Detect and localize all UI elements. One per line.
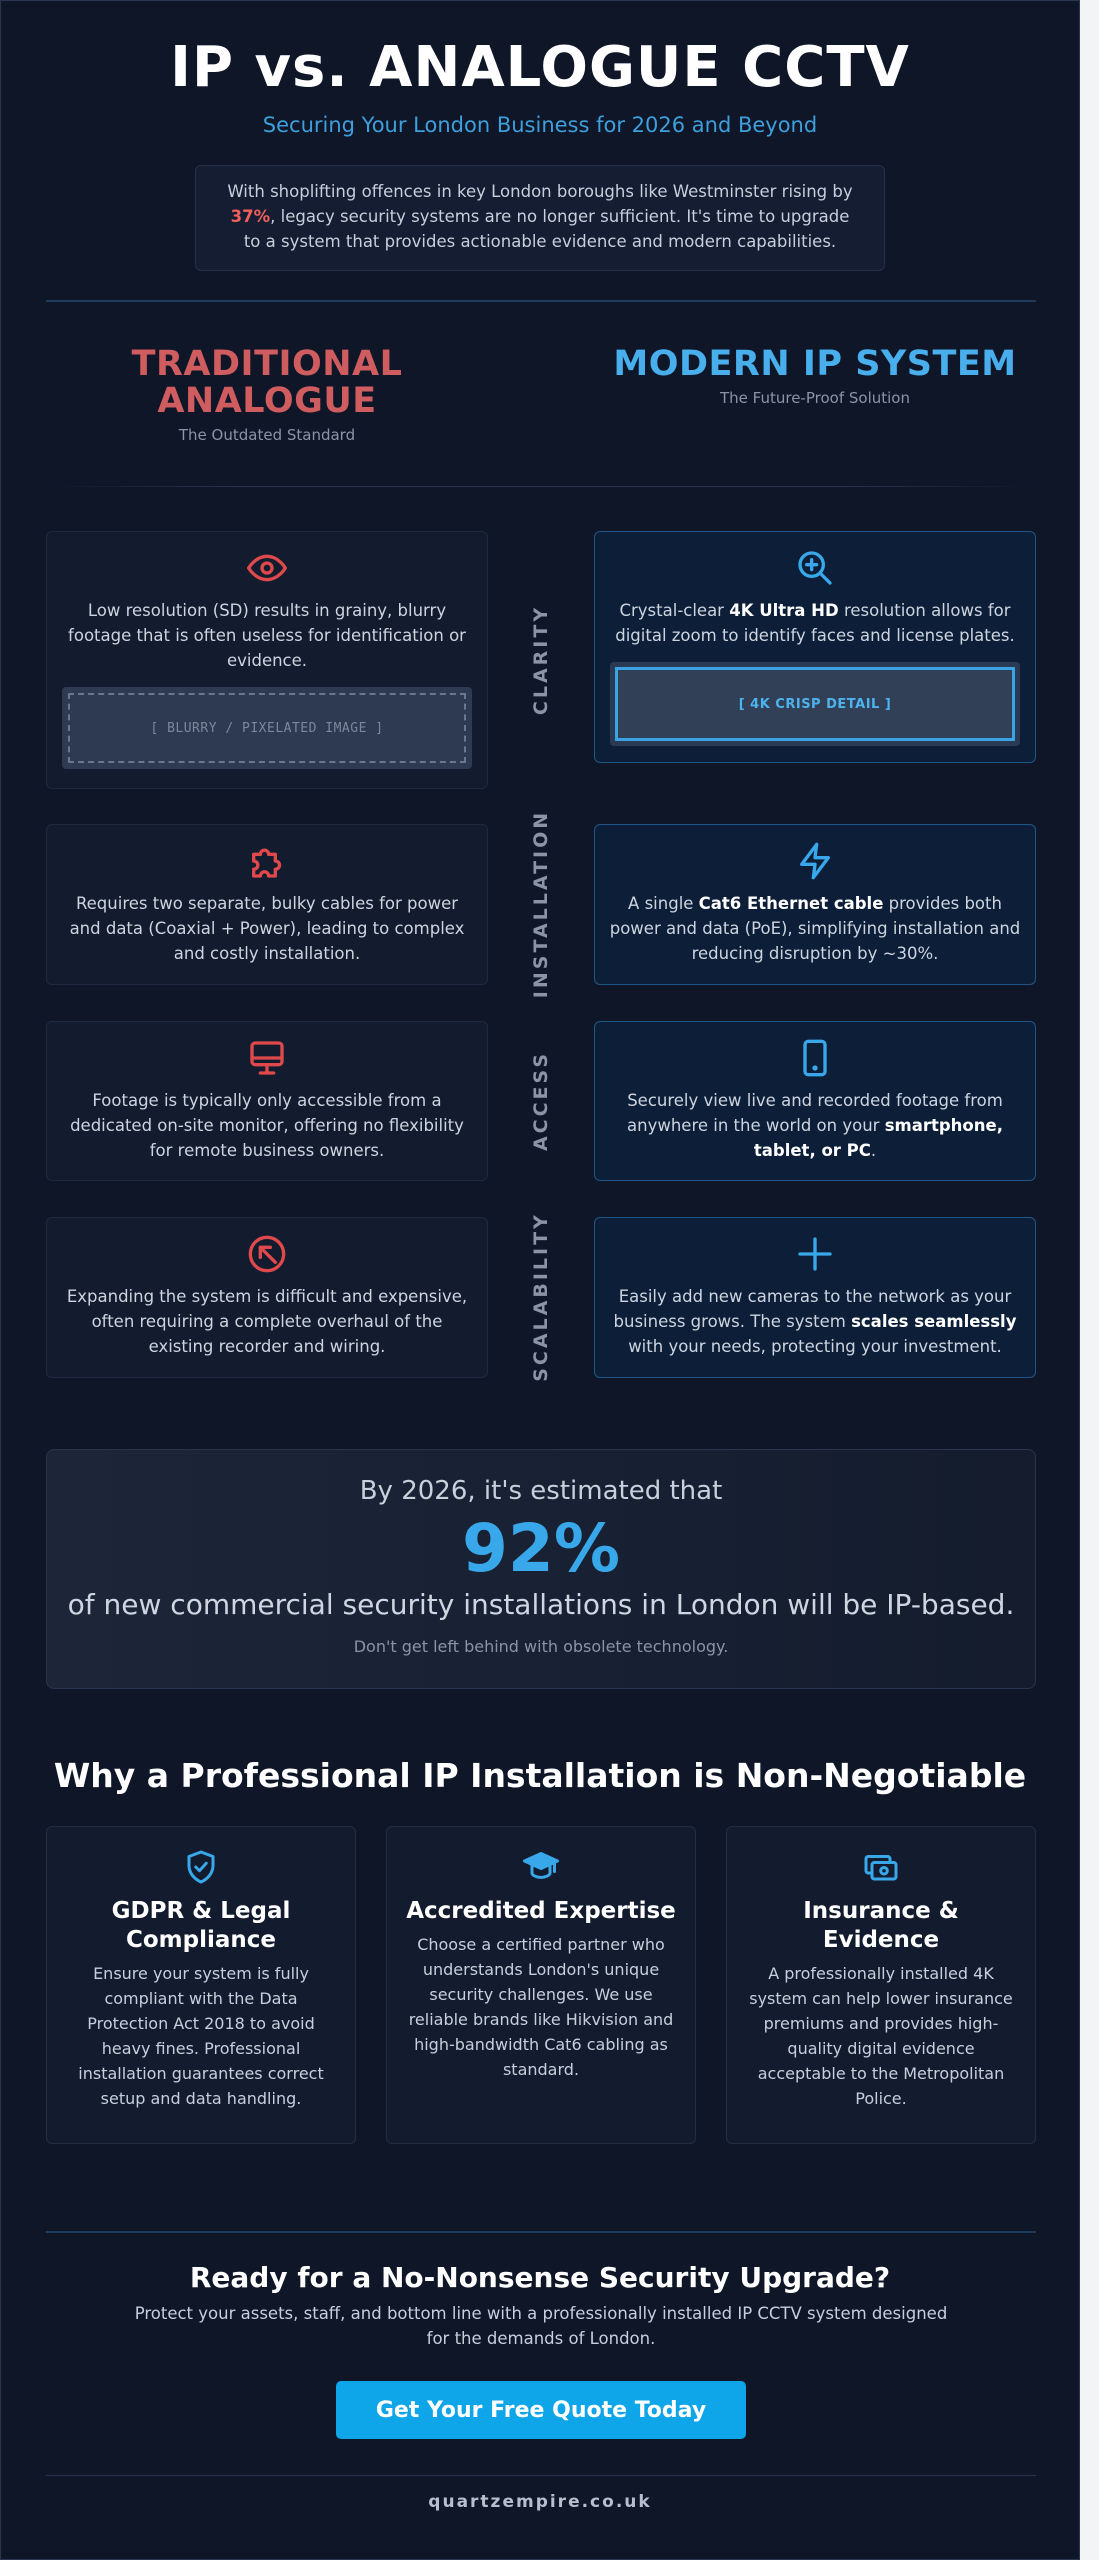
lightning-icon — [609, 841, 1021, 881]
blurry-image-label: [ BLURRY / PIXELATED IMAGE ] — [68, 693, 466, 763]
blocked-arrow-icon — [61, 1234, 473, 1274]
feature-card-insurance — [726, 1826, 1036, 2144]
footer-domain: quartzempire.co.uk — [428, 2492, 652, 2512]
cta-title: Ready for a No-Nonsense Security Upgrade? — [189, 2261, 891, 2294]
cta-text: Protect your assets, staff, and bottom line with a professionally installed IP CCTV system designed for the demands of London. — [134, 2304, 948, 2348]
intro-text-after: , legacy security systems are no longer sufficient. It's time to upgrade to a system that provides actionable evidence and modern capabilities. — [243, 207, 850, 251]
analogue-installation-card — [46, 824, 488, 985]
smartphone-icon — [609, 1038, 1021, 1078]
intro-highlight: 37% — [230, 207, 271, 226]
stat-value: 92% — [462, 1510, 620, 1587]
zoom-in-icon — [609, 548, 1021, 588]
statistic-box — [46, 1449, 1036, 1689]
ip-access-text: Securely view live and recorded footage from anywhere in the world on your smartphone, tablet, or PC. — [627, 1091, 1003, 1160]
ip-subtitle: The Future-Proof Solution — [720, 389, 910, 407]
ip-installation-text: A single Cat6 Ethernet cable provides both power and data (PoE), simplifying installation and reducing disruption by ~30%. — [609, 894, 1021, 963]
crisp-image-placeholder — [610, 662, 1020, 746]
money-icon — [745, 1849, 1017, 1885]
analogue-clarity-text: Low resolution (SD) results in grainy, blurry footage that is often useless for identification or evidence. — [68, 601, 466, 670]
why-section-title: Why a Professional IP Installation is Non-Negotiable — [53, 1756, 1027, 1795]
intro-text-before: With shoplifting offences in key London boroughs like Westminster rising by — [227, 182, 853, 201]
page-title: IP vs. ANALOGUE CCTV — [170, 35, 910, 100]
intro-box — [195, 165, 885, 271]
stat-lead-text: By 2026, it's estimated that — [359, 1476, 723, 1506]
analogue-access-text: Footage is typically only accessible from a dedicated on-site monitor, offering no flexibility for remote business owners. — [70, 1091, 464, 1160]
ip-scalability-card — [594, 1217, 1036, 1378]
analogue-access-card — [46, 1021, 488, 1181]
divider — [46, 486, 1036, 487]
ip-installation-card — [594, 824, 1036, 985]
blurry-image-placeholder — [62, 687, 472, 769]
ip-scalability-text: Easily add new cameras to the network as your business grows. The system scales seamlessly with your needs, protecting your investment. — [613, 1287, 1017, 1356]
graduation-cap-icon — [405, 1849, 677, 1885]
plus-icon — [609, 1234, 1021, 1274]
eye-icon — [61, 548, 473, 588]
ip-access-card — [594, 1021, 1036, 1181]
crisp-image-label: [ 4K CRISP DETAIL ] — [615, 667, 1015, 741]
analogue-subtitle: The Outdated Standard — [178, 426, 356, 444]
analogue-title-line2: ANALOGUE — [157, 381, 377, 421]
divider — [46, 300, 1036, 302]
feature-title: Insurance & Evidence — [803, 1898, 959, 1953]
divider — [46, 2231, 1036, 2233]
feature-card-gdpr — [46, 1826, 356, 2144]
ip-clarity-card — [594, 531, 1036, 763]
ip-clarity-text: Crystal-clear 4K Ultra HD resolution allows for digital zoom to identify faces and license plates. — [615, 601, 1015, 645]
page-subtitle: Securing Your London Business for 2026 and Beyond — [262, 113, 818, 137]
analogue-title-line1: TRADITIONAL — [131, 344, 403, 384]
ip-column-header — [594, 346, 1036, 407]
stat-trail-text: of new commercial security installations in London will be IP-based. — [67, 1588, 1015, 1621]
ip-title: MODERN IP SYSTEM — [613, 344, 1017, 384]
analogue-installation-text: Requires two separate, bulky cables for power and data (Coaxial + Power), leading to complex and costly installation. — [69, 894, 465, 963]
feature-text: A professionally installed 4K system can help lower insurance premiums and provides high-quality digital evidence acceptable to the Metropolitan Police. — [749, 1964, 1013, 2108]
analogue-column-header — [46, 346, 488, 444]
stat-note: Don't get left behind with obsolete technology. — [353, 1637, 729, 1656]
puzzle-icon — [61, 841, 473, 881]
shield-check-icon — [65, 1849, 337, 1885]
feature-card-expertise — [386, 1826, 696, 2144]
analogue-clarity-card — [46, 531, 488, 789]
feature-text: Choose a certified partner who understands London's unique security challenges. We use reliable brands like Hikvision and high-bandwidth Cat6 cabling as standard. — [408, 1935, 674, 2079]
feature-title: Accredited Expertise — [406, 1898, 676, 1924]
footer-divider — [46, 2475, 1036, 2476]
feature-text: Ensure your system is fully compliant with the Data Protection Act 2018 to avoid heavy fines. Professional installation guarantees correct setup and data handling. — [78, 1964, 324, 2108]
infographic-page: IP vs. ANALOGUE CCTV Securing Your London Business for 2026 and Beyond With shoplifting offences in key London boroughs like Westminster rising by 37%, legacy security systems are no longer sufficient. It's time to upgrade to a system that provides actionable evidence and modern capabilities. TRADITIONAL ANALOGUE The Outdated Standard MODERN IP SYSTEM The Future-Proof Solution Low resolution (SD) results in grainy, blurry footage that is often useless for identification or evidence. [ BLURRY / PIXELATED IMAGE ] CLARITY Crystal-clear 4K Ultra HD resolution allows for digital zoom to identify faces and license plates. [ 4K CRISP DETAIL ] Requires two separate, bulky cables for power and data (Coaxial + Power), leading to complex and costly installation. INSTALLATION A single Cat6 Ethernet cable provides both power and data (PoE), simplifying installation and reducing disruption by ~30%. Footage is typically only accessible from a dedicated on-site monitor, offering no flexibility for remote business owners. ACCESS Securely view live and recorded footage from anywhere in the world on your smartphone, tablet, or PC. Expanding the system is difficult and expensive, often requiring a complete overhaul of the existing recorder and wiring. SCALABILITY Easily add new cameras to the network as your business grows. The system scales seamlessly with your needs, protecting your investment. By 2026, it's estimated that 92% of new commercial security installations in London will be IP-based. Don't get left behind with obsolete technology. Why a Professional IP Installation is Non-Negotiable GDPR & Legal Compliance Ensure your system is fully compliant with the Data Protection Act 2018 to avoid heavy fines. Professional installation guarantees correct setup and data handling. Accredited Expertise Choose a certified partner who understands London's unique security challenges. We use reliable brands like Hikvision and high-bandwidth Cat6 cabling as standard. Insurance & Evidence A professionally installed 4K system can help lower insurance premiums and provides high-quality digital evidence acceptable to the Metropolitan Police. Ready for a No-Nonsense Security Upgrade? Protect your assets, staff, and bottom line with a professionally installed IP CCTV system designed for the demands of London. Get Your Free Quote Today quartzempire.co.uk — [0, 0, 1080, 2560]
monitor-icon — [61, 1038, 473, 1078]
get-quote-button[interactable]: Get Your Free Quote Today — [336, 2381, 746, 2439]
feature-title: GDPR & Legal Compliance — [111, 1898, 291, 1953]
analogue-scalability-text: Expanding the system is difficult and expensive, often requiring a complete overhaul of the existing recorder and wiring. — [66, 1287, 468, 1356]
analogue-scalability-card — [46, 1217, 488, 1378]
